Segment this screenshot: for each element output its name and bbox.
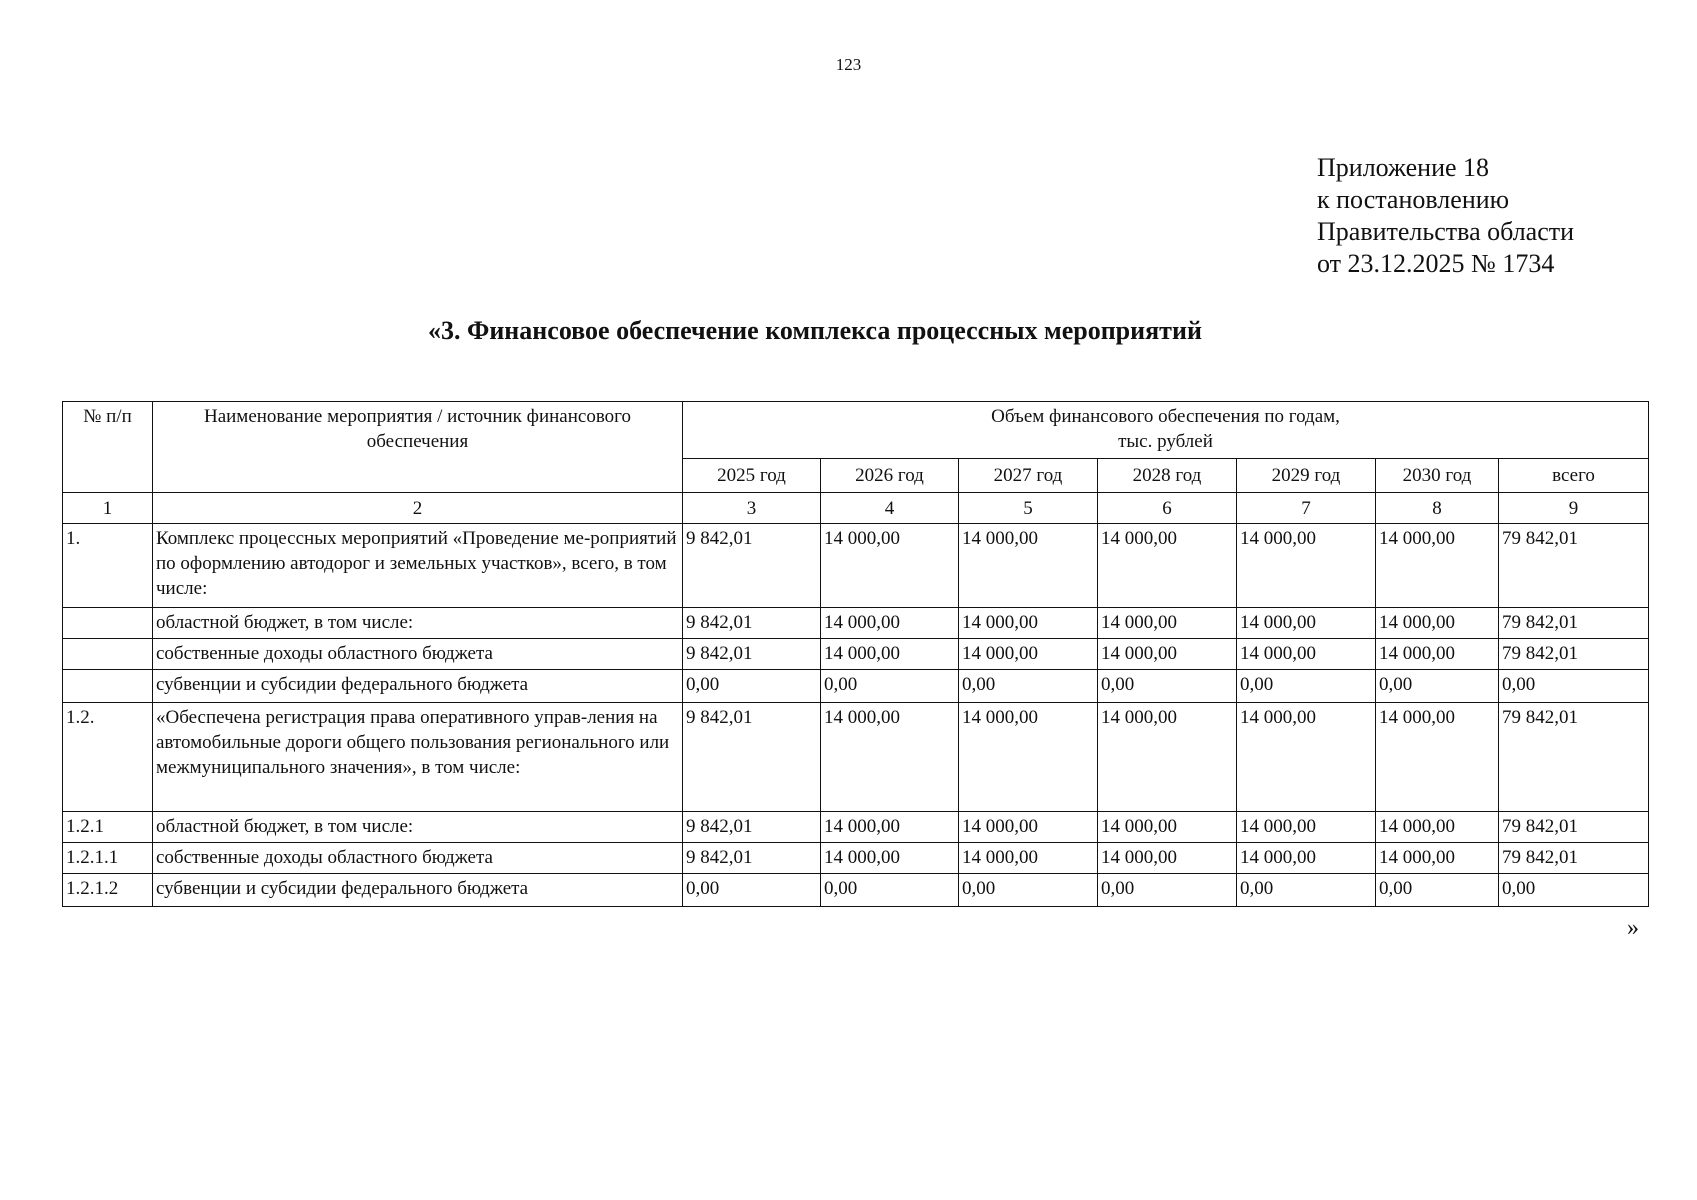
row-num	[63, 608, 153, 639]
row-value: 14 000,00	[1376, 524, 1499, 608]
header-year: 2026 год	[821, 459, 959, 493]
row-value: 0,00	[1098, 874, 1237, 907]
row-name: субвенции и субсидии федерального бюджета	[153, 670, 683, 703]
header-row	[63, 402, 1649, 459]
row-value: 0,00	[1237, 670, 1376, 703]
row-name: «Обеспечена регистрация права оперативного управ-ления на автомобильные дороги общего пользования регионального или межмуниципального значения», в том числе:	[153, 703, 683, 812]
row-value: 14 000,00	[1098, 843, 1237, 874]
table-row	[63, 524, 1649, 608]
row-value: 0,00	[1499, 670, 1649, 703]
row-value: 14 000,00	[959, 703, 1098, 812]
row-value: 14 000,00	[959, 608, 1098, 639]
row-value: 14 000,00	[1237, 639, 1376, 670]
row-value: 14 000,00	[1376, 843, 1499, 874]
row-name: собственные доходы областного бюджета	[153, 639, 683, 670]
row-value: 14 000,00	[959, 639, 1098, 670]
row-value: 9 842,01	[683, 608, 821, 639]
row-value: 14 000,00	[821, 639, 959, 670]
row-value: 79 842,01	[1499, 608, 1649, 639]
row-num: 1.	[63, 524, 153, 608]
row-value: 0,00	[821, 874, 959, 907]
row-value: 14 000,00	[959, 843, 1098, 874]
table-row	[63, 608, 1649, 639]
row-value: 14 000,00	[1098, 703, 1237, 812]
row-value: 0,00	[1376, 670, 1499, 703]
row-num: 1.2.1.1	[63, 843, 153, 874]
table-row	[63, 812, 1649, 843]
col-number: 8	[1376, 493, 1499, 524]
col-number: 4	[821, 493, 959, 524]
col-number: 6	[1098, 493, 1237, 524]
row-value: 0,00	[1499, 874, 1649, 907]
row-value: 14 000,00	[1237, 843, 1376, 874]
header-num: № п/п	[63, 402, 153, 493]
row-name: областной бюджет, в том числе:	[153, 608, 683, 639]
row-value: 0,00	[1098, 670, 1237, 703]
table-row	[63, 874, 1649, 907]
row-name: субвенции и субсидии федерального бюджета	[153, 874, 683, 907]
page-number: 123	[835, 55, 862, 74]
col-number: 3	[683, 493, 821, 524]
row-value: 14 000,00	[821, 524, 959, 608]
row-value: 14 000,00	[1237, 524, 1376, 608]
row-value: 14 000,00	[821, 843, 959, 874]
row-value: 79 842,01	[1499, 843, 1649, 874]
row-num: 1.2.	[63, 703, 153, 812]
table-row	[63, 703, 1649, 812]
table-row	[63, 843, 1649, 874]
row-value: 9 842,01	[683, 703, 821, 812]
row-value: 0,00	[959, 874, 1098, 907]
row-value: 0,00	[1237, 874, 1376, 907]
table-row	[63, 639, 1649, 670]
row-num	[63, 670, 153, 703]
row-value: 14 000,00	[821, 812, 959, 843]
header-year: 2025 год	[683, 459, 821, 493]
row-value: 0,00	[683, 874, 821, 907]
annex-line: от 23.12.2025 № 1734	[1317, 249, 1555, 278]
row-value: 14 000,00	[1376, 608, 1499, 639]
col-number: 7	[1237, 493, 1376, 524]
row-value: 9 842,01	[683, 812, 821, 843]
annex-block	[1317, 152, 1574, 280]
row-value: 9 842,01	[683, 639, 821, 670]
row-value: 14 000,00	[1376, 812, 1499, 843]
row-value: 79 842,01	[1499, 703, 1649, 812]
annex-line: к постановлению	[1317, 185, 1510, 214]
row-value: 14 000,00	[821, 608, 959, 639]
row-value: 0,00	[1376, 874, 1499, 907]
col-number: 2	[153, 493, 683, 524]
closing-quote: »	[1627, 915, 1639, 941]
column-numbers-row	[63, 493, 1649, 524]
row-num	[63, 639, 153, 670]
financing-table	[62, 401, 1649, 907]
row-value: 14 000,00	[1237, 608, 1376, 639]
row-value: 14 000,00	[959, 524, 1098, 608]
row-value: 79 842,01	[1499, 639, 1649, 670]
row-value: 9 842,01	[683, 843, 821, 874]
annex-line: Правительства области	[1317, 217, 1575, 246]
table-row	[63, 670, 1649, 703]
row-value: 0,00	[959, 670, 1098, 703]
header-year: 2028 год	[1098, 459, 1237, 493]
row-name: собственные доходы областного бюджета	[153, 843, 683, 874]
header-year: 2030 год	[1376, 459, 1499, 493]
header-volume-line: Объем финансового обеспечения по годам,	[991, 406, 1340, 427]
row-value: 14 000,00	[1098, 524, 1237, 608]
header-year: 2029 год	[1237, 459, 1376, 493]
header-volume-line: тыс. рублей	[1118, 431, 1213, 452]
row-value: 14 000,00	[959, 812, 1098, 843]
document-title: «3. Финансовое обеспечение комплекса процессных мероприятий	[428, 316, 1202, 345]
col-number: 1	[63, 493, 153, 524]
row-num: 1.2.1.2	[63, 874, 153, 907]
row-value: 0,00	[683, 670, 821, 703]
row-value: 9 842,01	[683, 524, 821, 608]
row-value: 14 000,00	[1098, 608, 1237, 639]
row-value: 14 000,00	[1376, 639, 1499, 670]
row-name: Комплекс процессных мероприятий «Проведение ме-роприятий по оформлению автодорог и земельных участков», всего, в том числе:	[153, 524, 683, 608]
annex-line: Приложение 18	[1317, 153, 1490, 182]
header-volume	[683, 402, 1649, 459]
row-value: 0,00	[821, 670, 959, 703]
row-value: 79 842,01	[1499, 812, 1649, 843]
row-value: 14 000,00	[1237, 703, 1376, 812]
row-value: 14 000,00	[1376, 703, 1499, 812]
col-number: 9	[1499, 493, 1649, 524]
row-value: 14 000,00	[821, 703, 959, 812]
col-number: 5	[959, 493, 1098, 524]
row-value: 14 000,00	[1098, 812, 1237, 843]
header-year-total: всего	[1499, 459, 1649, 493]
row-value: 14 000,00	[1237, 812, 1376, 843]
row-value: 79 842,01	[1499, 524, 1649, 608]
row-name: областной бюджет, в том числе:	[153, 812, 683, 843]
header-year: 2027 год	[959, 459, 1098, 493]
row-value: 14 000,00	[1098, 639, 1237, 670]
row-num: 1.2.1	[63, 812, 153, 843]
header-name: Наименование мероприятия / источник финансового обеспечения	[153, 402, 683, 493]
